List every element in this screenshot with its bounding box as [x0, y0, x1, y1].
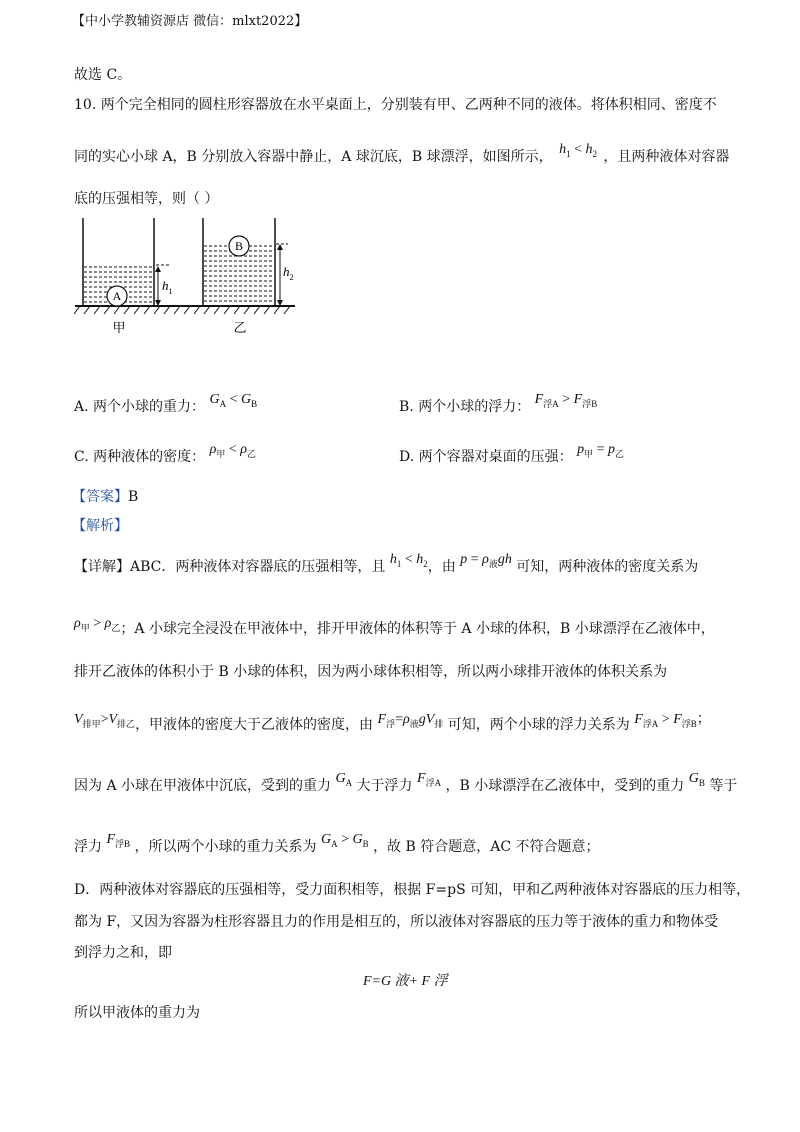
- option-c-formula: $\rho_甲 < \rho_乙$: [209, 442, 256, 459]
- buoyancy-formula: $F_浮=\rho_液gV_排$: [377, 712, 444, 729]
- previous-answer: 故选 C。: [74, 67, 132, 83]
- detail-4b: 可知，两个小球的浮力关系为: [447, 717, 630, 733]
- question-line-3: 底的压强相等，则（ ）: [74, 191, 219, 207]
- h2-label: $h_2$: [283, 264, 294, 282]
- option-a-text: A. 两个小球的重力：: [74, 399, 206, 415]
- option-b-formula: $F_{浮A} > F_{浮B}$: [534, 392, 598, 409]
- page-header: 【中小学教辅资源店 微信：mlxt2022】: [72, 14, 308, 29]
- h1-label: $h_1$: [162, 278, 173, 296]
- detail-5d: 等于: [709, 778, 738, 794]
- detail-6b: ，所以两个小球的重力关系为: [134, 839, 317, 855]
- gb-formula: $G_B$: [688, 771, 705, 788]
- question-line-2: [74, 142, 730, 166]
- detail-5a: 因为 A 小球在甲液体中沉底，受到的重力: [74, 778, 332, 794]
- option-c: [74, 442, 256, 466]
- detail-d-line-2: 都为 F，又因为容器为柱形容器且力的作用是相互的，所以液体对容器底的压力等于液体的重力和物体受: [74, 914, 719, 930]
- detail-line-4: [74, 714, 711, 734]
- fa-formula: $F_{浮A}$: [417, 771, 442, 788]
- detail-last-line: 所以甲液体的重力为: [74, 1005, 200, 1021]
- volume-formula: $V_{排甲}>V_{排乙}$: [74, 712, 136, 729]
- detail-4a: ，甲液体的密度大于乙液体的密度，由: [135, 717, 374, 733]
- answer-label: 【答案】: [72, 489, 128, 505]
- detail-1c: 可知，两种液体的密度关系为: [516, 559, 699, 575]
- ga-formula: $G_A$: [335, 771, 353, 788]
- answer-value: B: [128, 489, 139, 505]
- detail-h-formula: $h_1 < h_2$: [389, 552, 428, 569]
- gravity-relation-formula: $G_A > G_B$: [320, 832, 369, 849]
- ball-a-label: A: [112, 289, 122, 303]
- answer-line: [72, 486, 138, 506]
- label-jia: 甲: [112, 320, 126, 335]
- option-d: [399, 442, 625, 466]
- detail-d-line-1: D．两种液体对容器底的压强相等，受力面积相等，根据 F=pS 可知，甲和乙两种液体对容器底的压力相等，: [74, 882, 751, 898]
- detail-line-2: [74, 618, 715, 638]
- option-a-formula: $G_A < G_B$: [209, 392, 258, 409]
- detail-6c: ，故 B 符合题意，AC 不符合题意；: [373, 839, 600, 855]
- detail-1b: ，由: [427, 559, 456, 575]
- containers-figure: [70, 214, 300, 339]
- detail-5b: 大于浮力: [356, 778, 413, 794]
- option-d-formula: $p_甲 = p_乙$: [577, 442, 625, 459]
- force-sum-formula: F=G 液+ F 浮: [363, 974, 448, 989]
- detail-5c: ，B 小球漂浮在乙液体中，受到的重力: [445, 778, 685, 794]
- detail-d-line-3: 到浮力之和，即: [74, 945, 172, 961]
- density-formula: $\rho_甲 > \rho_乙$: [74, 616, 121, 633]
- question-line-2a: 同的实心小球 A，B 分别放入容器中静止，A 球沉底，B 球漂浮，如图所示，: [74, 149, 553, 165]
- detail-6a: 浮力: [74, 839, 102, 855]
- buoyancy-relation-formula: $F_{浮A} > F_{浮B}$；: [634, 712, 711, 729]
- label-yi: 乙: [233, 320, 247, 335]
- detail-line-5: [74, 771, 738, 795]
- option-b: [399, 392, 598, 416]
- question-line-2b: ，且两种液体对容器: [603, 149, 730, 165]
- detail-2: ；A 小球完全浸没在甲液体中，排开甲液体的体积等于 A 小球的体积，B 小球漂浮在乙液体中，: [120, 621, 715, 637]
- analysis-label: 【解析】: [72, 518, 128, 534]
- detail-1a: 【详解】ABC．两种液体对容器底的压强相等，且: [74, 559, 386, 575]
- h1-lt-h2-formula: $h_1 < h_2$: [559, 142, 597, 159]
- option-b-text: B. 两个小球的浮力：: [399, 399, 531, 415]
- option-a: [74, 392, 258, 416]
- detail-line-6: [74, 832, 600, 856]
- fb-formula: $F_{浮B}$: [106, 832, 131, 849]
- pressure-formula: $p = \rho_液gh$: [460, 552, 512, 569]
- option-c-text: C. 两种液体的密度：: [74, 449, 206, 465]
- ball-b-label: B: [234, 239, 244, 253]
- detail-line-3: 排开乙液体的体积小于 B 小球的体积，因为两小球体积相等，所以两小球排开液体的体积关系为: [74, 664, 668, 680]
- option-d-text: D. 两个容器对桌面的压强：: [399, 449, 573, 465]
- question-line-1: 10. 两个完全相同的圆柱形容器放在水平桌面上，分别装有甲、乙两种不同的液体。将体积相同、密度不: [74, 97, 717, 113]
- detail-line-1: [74, 552, 699, 576]
